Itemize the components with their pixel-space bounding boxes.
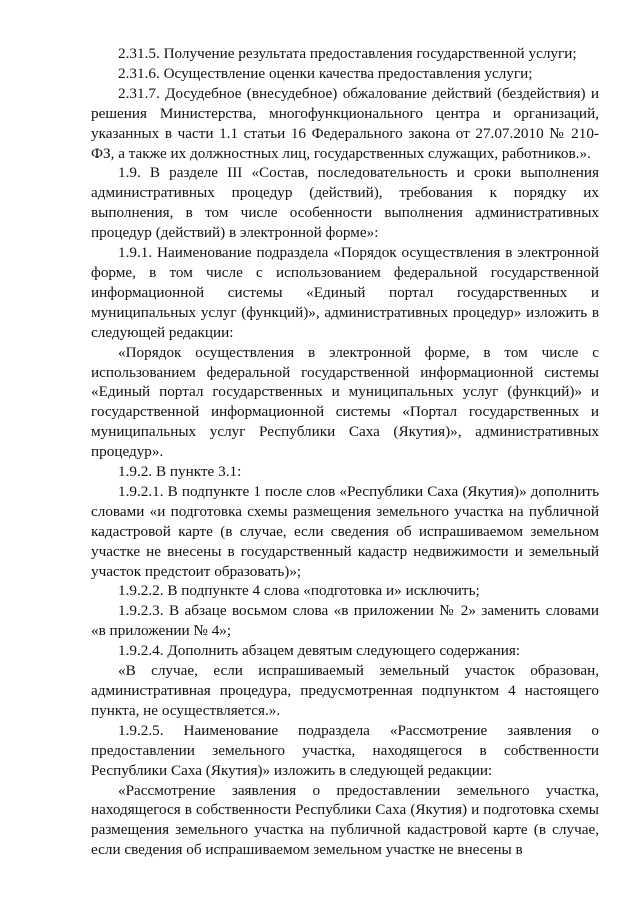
paragraph-1-9-1: 1.9.1. Наименование подраздела «Порядок осуществления в электронной форме, в том числе с использованием федеральной государственной информационной системы «Единый портал государственных и муниципальных услуг (функций)», административных процедур» изложить в следующей редакции: [91,244,599,341]
paragraph-1-9-2: 1.9.2. В пункте 3.1: [118,463,242,481]
paragraph-1-9-2-5: 1.9.2.5. Наименование подраздела «Рассмотрение заявления о предоставлении земельного участка, находящегося в собственности Республики Саха (Якутия)» изложить в следующей редакции: [91,721,599,779]
paragraph-2-31-6: 2.31.6. Осуществление оценки качества предоставления услуги; [118,64,533,82]
paragraph-2-31-7: 2.31.7. Досудебное (внесудебное) обжалование действий (бездействия) и решения Министерства, многофункционального центра и организаций, указанных в части 1.1 статьи 16 Федерального закона от 27.07.2010 № 210-ФЗ, а также их должностных лиц, государственных служащих, работников.». [91,84,599,162]
paragraph-1-9-2-1: 1.9.2.1. В подпункте 1 после слов «Республики Саха (Якутия)» дополнить словами «и подготовка схемы размещения земельного участка на публичной кадастровой карте (в случае, если сведения об испрашиваемом земельном участке не внесены в государственный кадастр недвижимости и земельный участок предстоит образовать)»; [91,482,599,580]
paragraph-quote-consideration: «Рассмотрение заявления о предоставлении земельного участка, находящегося в собственности Республики Саха (Якутия) и подготовка схемы размещения земельного участка на публичной кадастровой карте (в случае, если сведения об испрашиваемом земельном участке не внесены в [91,781,599,859]
paragraph-1-9-2-4: 1.9.2.4. Дополнить абзацем девятым следующего содержания: [118,642,521,660]
paragraph-2-31-5: 2.31.5. Получение результата предоставления государственной услуги; [118,45,577,62]
paragraph-quote-land-plot: «В случае, если испрашиваемый земельный участок образован, административная процедура, предусмотренная подпунктом 4 настоящего пункта, не осуществляется.». [91,662,599,719]
paragraph-1-9-2-2: 1.9.2.2. В подпункте 4 слова «подготовка и» исключить; [118,582,480,600]
paragraph-1-9: 1.9. В разделе III «Состав, последовательность и сроки выполнения административных процедур (действий), требования к порядку их выполнения, в том числе особенности выполнения административных процедур (действий) в электронной форме»: [91,164,599,242]
paragraph-quote-electronic-form: «Порядок осуществления в электронной форме, в том числе с использованием федеральной государственной информационной системы «Единый портал государственных и муниципальных услуг (функций)» и государственной информационной системы «Портал государственных и муниципальных услуг Республики Саха (Якутия)», административных процедур». [91,343,599,461]
document-page [91,44,599,860]
paragraph-1-9-2-3: 1.9.2.3. В абзаце восьмом слова «в приложении № 2» заменить словами «в приложении № 4»; [91,602,599,640]
